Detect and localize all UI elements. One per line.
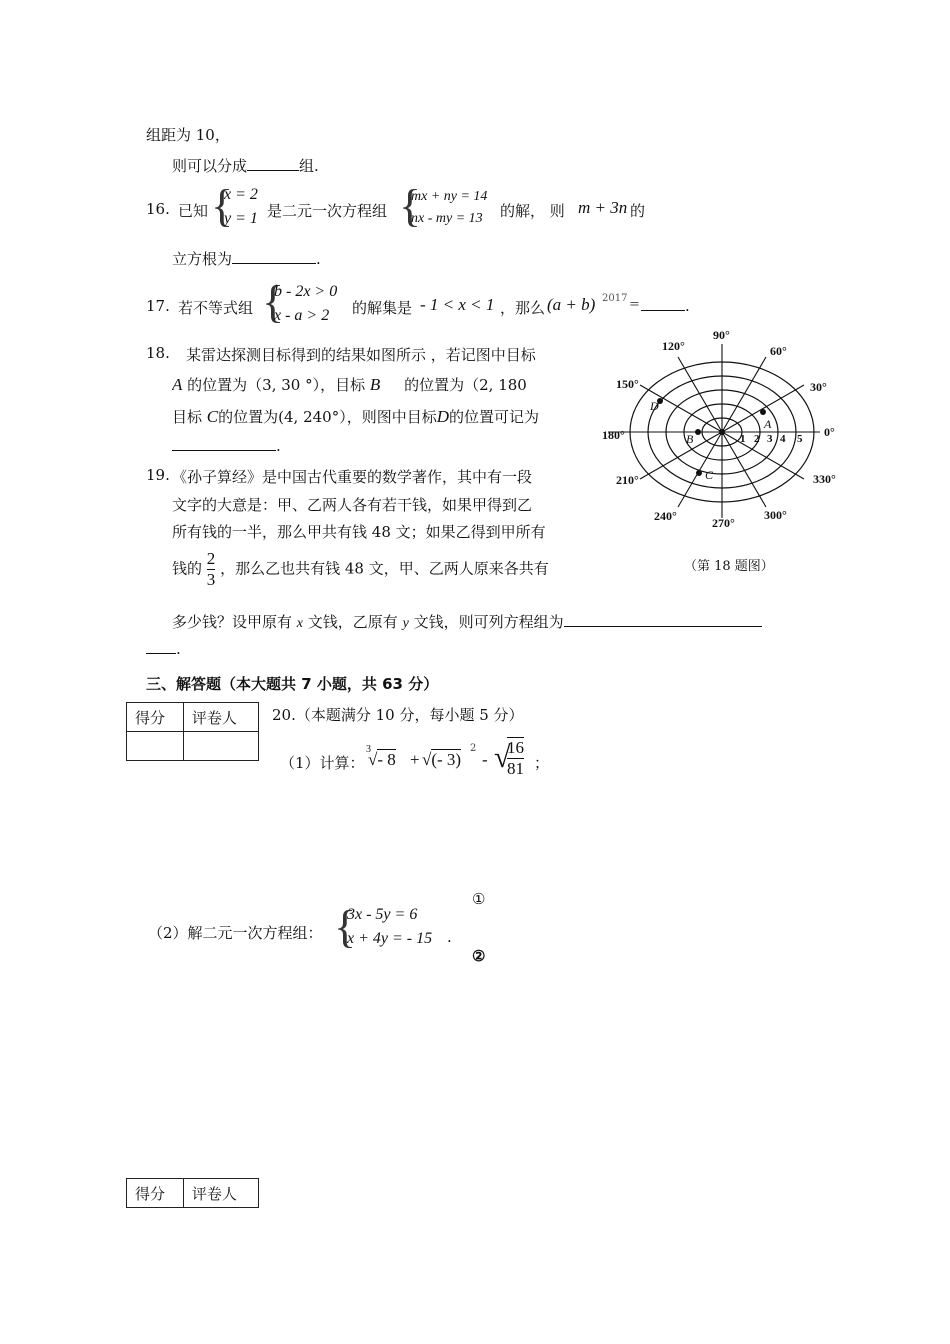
answer-blank bbox=[146, 652, 176, 654]
q20-part1-label: （1）计算： bbox=[280, 754, 365, 772]
q16-text: 的解， 则 bbox=[500, 202, 565, 220]
line-text: 文钱，则可列方程组为 bbox=[413, 613, 564, 631]
q19-answer-cont bbox=[146, 640, 181, 658]
fraction bbox=[507, 737, 524, 779]
q17-equals: = bbox=[629, 297, 640, 312]
point-a-dot bbox=[760, 409, 766, 415]
line-text: 的位置可记为 bbox=[449, 408, 540, 426]
spoke-60 bbox=[722, 357, 766, 432]
ring-label: 4 bbox=[780, 433, 786, 445]
grader-header: 评卷人 bbox=[183, 1179, 258, 1208]
q16-text: 的 bbox=[630, 202, 646, 220]
point-label: D bbox=[436, 407, 449, 426]
ring-label: 3 bbox=[767, 433, 773, 445]
grader-header: 评卷人 bbox=[183, 703, 258, 732]
answer-blank bbox=[232, 262, 316, 264]
equation: mx + ny = 14 bbox=[411, 189, 488, 204]
q16-text: 已知 bbox=[178, 202, 209, 220]
q17-expression: (a + b) bbox=[547, 295, 596, 314]
q17-text: 的解集是 bbox=[352, 299, 413, 317]
q18-line3 bbox=[172, 406, 596, 427]
radar-figure bbox=[598, 322, 854, 578]
exponent: 2 bbox=[470, 743, 477, 754]
q19-line4 bbox=[172, 549, 549, 590]
spoke-330 bbox=[722, 432, 804, 479]
q17-number: 17. bbox=[146, 297, 170, 315]
answer-blank bbox=[641, 309, 685, 311]
q20-heading: 20.（本题满分 10 分，每小题 5 分） bbox=[272, 706, 524, 724]
q16-line2 bbox=[172, 248, 321, 269]
line-text: 多少钱？设甲原有 bbox=[172, 613, 293, 631]
equation-marker-2: ② bbox=[472, 947, 486, 965]
plus-sign: + bbox=[410, 750, 420, 769]
radicand: - 8 bbox=[377, 750, 396, 769]
line-text: 立方根为 bbox=[172, 250, 233, 268]
variable: x bbox=[296, 616, 304, 631]
figure-caption: （第 18 题图） bbox=[684, 559, 774, 574]
q19-number: 19. bbox=[146, 466, 170, 484]
root-index: 3 bbox=[366, 744, 371, 755]
point-label: A bbox=[172, 375, 183, 394]
left-brace: { bbox=[399, 180, 422, 231]
line-text: . bbox=[316, 250, 321, 268]
point-c-dot bbox=[696, 470, 702, 476]
angle-label: 150° bbox=[616, 377, 639, 391]
q19-line5 bbox=[172, 611, 762, 632]
angle-label: 330° bbox=[813, 472, 836, 486]
inequality: b - 2x > 0 bbox=[274, 283, 338, 300]
line-text: 的位置为（2, 180 bbox=[404, 376, 527, 394]
score-cell[interactable] bbox=[127, 732, 184, 761]
radical-sign: √ bbox=[494, 741, 511, 774]
point-label: B bbox=[369, 375, 381, 394]
answer-blank bbox=[172, 449, 276, 451]
left-brace: { bbox=[262, 276, 285, 327]
q17-answer bbox=[641, 297, 690, 315]
q20-system bbox=[347, 903, 432, 951]
score-header: 得分 bbox=[127, 703, 184, 732]
angle-label: 90° bbox=[713, 328, 730, 342]
line-text: 的位置为（3, 30 °），目标 bbox=[187, 376, 366, 394]
line-text: 钱的 bbox=[172, 559, 203, 578]
point-label-a: A bbox=[764, 417, 772, 431]
equation: x + 4y = - 15 bbox=[347, 930, 433, 947]
q19-text: 所有钱的一半，那么甲共有钱 48 文；如果乙得到甲所有 bbox=[172, 523, 546, 541]
q19-text: 文字的大意是：甲、乙两人各有若干钱，如果甲得到乙 bbox=[172, 496, 533, 514]
group-count-line bbox=[172, 155, 319, 176]
score-header: 得分 bbox=[127, 1179, 184, 1208]
q17-text: 若不等式组 bbox=[178, 299, 254, 317]
answer-blank bbox=[247, 169, 299, 171]
q18-text: 某雷达探测目标得到的结果如图所示 ，若记图中目标 bbox=[186, 346, 536, 364]
angle-label: 60° bbox=[770, 344, 787, 358]
angle-label: 30° bbox=[810, 380, 827, 394]
ring-label: 5 bbox=[797, 433, 803, 445]
spoke-240 bbox=[678, 432, 722, 507]
q18-answer bbox=[172, 437, 281, 455]
q16-system-2 bbox=[411, 186, 487, 230]
line-text: . bbox=[685, 297, 690, 315]
equation: nx - my = 13 bbox=[411, 211, 483, 226]
q16-system-1 bbox=[224, 183, 258, 231]
left-brace: { bbox=[334, 901, 357, 952]
denominator: 81 bbox=[507, 759, 524, 778]
fraction bbox=[207, 549, 216, 590]
spoke-30 bbox=[722, 385, 804, 432]
spoke-120 bbox=[678, 357, 722, 432]
angle-label: 240° bbox=[654, 509, 677, 523]
cube-root: √- 8 bbox=[368, 750, 396, 769]
numerator: 2 bbox=[206, 549, 216, 568]
variable: y bbox=[402, 616, 409, 631]
line-text: 文钱，乙原有 bbox=[307, 613, 398, 631]
line-text: 目标 bbox=[172, 408, 203, 426]
line-text: 则可以分成 bbox=[172, 157, 248, 175]
angle-label: 270° bbox=[712, 516, 735, 530]
score-table bbox=[126, 702, 259, 761]
radicand: (- 3) bbox=[431, 750, 462, 769]
q17-system bbox=[274, 280, 337, 328]
ring-label: 1 bbox=[740, 433, 746, 445]
square-root: √(- 3) bbox=[422, 750, 462, 769]
semicolon: ； bbox=[534, 754, 550, 772]
line-text: 组. bbox=[299, 157, 319, 175]
angle-label: 180° bbox=[602, 428, 625, 442]
line-text: 的位置为(4, 240°），则图中目标 bbox=[218, 408, 437, 426]
q17-range: - 1 < x < 1 bbox=[420, 295, 495, 314]
grader-cell[interactable] bbox=[183, 732, 258, 761]
q16-number: 16. bbox=[146, 200, 170, 218]
point-b-dot bbox=[695, 429, 701, 435]
angle-label: 210° bbox=[616, 473, 639, 487]
ring-label: 2 bbox=[754, 433, 760, 445]
equation-marker-1: ① bbox=[472, 890, 486, 908]
answer-blank bbox=[564, 625, 762, 627]
equation: 3x - 5y = 6 bbox=[347, 906, 418, 923]
angle-label: 300° bbox=[764, 508, 787, 522]
period: . bbox=[447, 928, 452, 946]
score-table-bottom bbox=[126, 1178, 259, 1208]
q16-expression: m + 3n bbox=[578, 198, 628, 217]
q20-part2-label: （2）解二元一次方程组： bbox=[148, 924, 323, 942]
inequality: x - a > 2 bbox=[274, 307, 330, 324]
section-heading: 三、解答题（本大题共 7 小题，共 63 分） bbox=[146, 675, 439, 693]
left-brace: { bbox=[211, 180, 234, 231]
numerator: 16 bbox=[507, 738, 524, 757]
q17-text: ，那么 bbox=[500, 299, 546, 317]
denominator: 3 bbox=[206, 570, 216, 589]
equation: x = 2 bbox=[224, 186, 258, 203]
origin-dot bbox=[719, 429, 725, 435]
radar-points bbox=[657, 398, 766, 476]
line-text: . bbox=[176, 640, 181, 658]
continuation-line: 组距为 10， bbox=[146, 126, 230, 144]
q19-text: 《孙子算经》是中国古代重要的数学著作，其中有一段 bbox=[172, 468, 533, 486]
q16-text: 是二元一次方程组 bbox=[267, 202, 388, 220]
line-text: ，那么乙也共有钱 48 文，甲、乙两人原来各共有 bbox=[220, 559, 549, 578]
q18-number: 18. bbox=[146, 344, 170, 362]
point-label-b: B bbox=[686, 432, 694, 446]
angle-label: 120° bbox=[662, 339, 685, 353]
point-label-c: C bbox=[705, 468, 714, 482]
point-label: C bbox=[206, 407, 219, 426]
q17-exponent: 2017 bbox=[602, 293, 628, 304]
minus-sign: - bbox=[482, 750, 488, 769]
angle-label: 0° bbox=[824, 425, 835, 439]
radar-spokes bbox=[608, 344, 820, 518]
point-label-d: D bbox=[650, 399, 659, 413]
equation: y = 1 bbox=[224, 210, 258, 227]
q18-line2 bbox=[172, 374, 592, 395]
line-text: . bbox=[276, 437, 281, 455]
